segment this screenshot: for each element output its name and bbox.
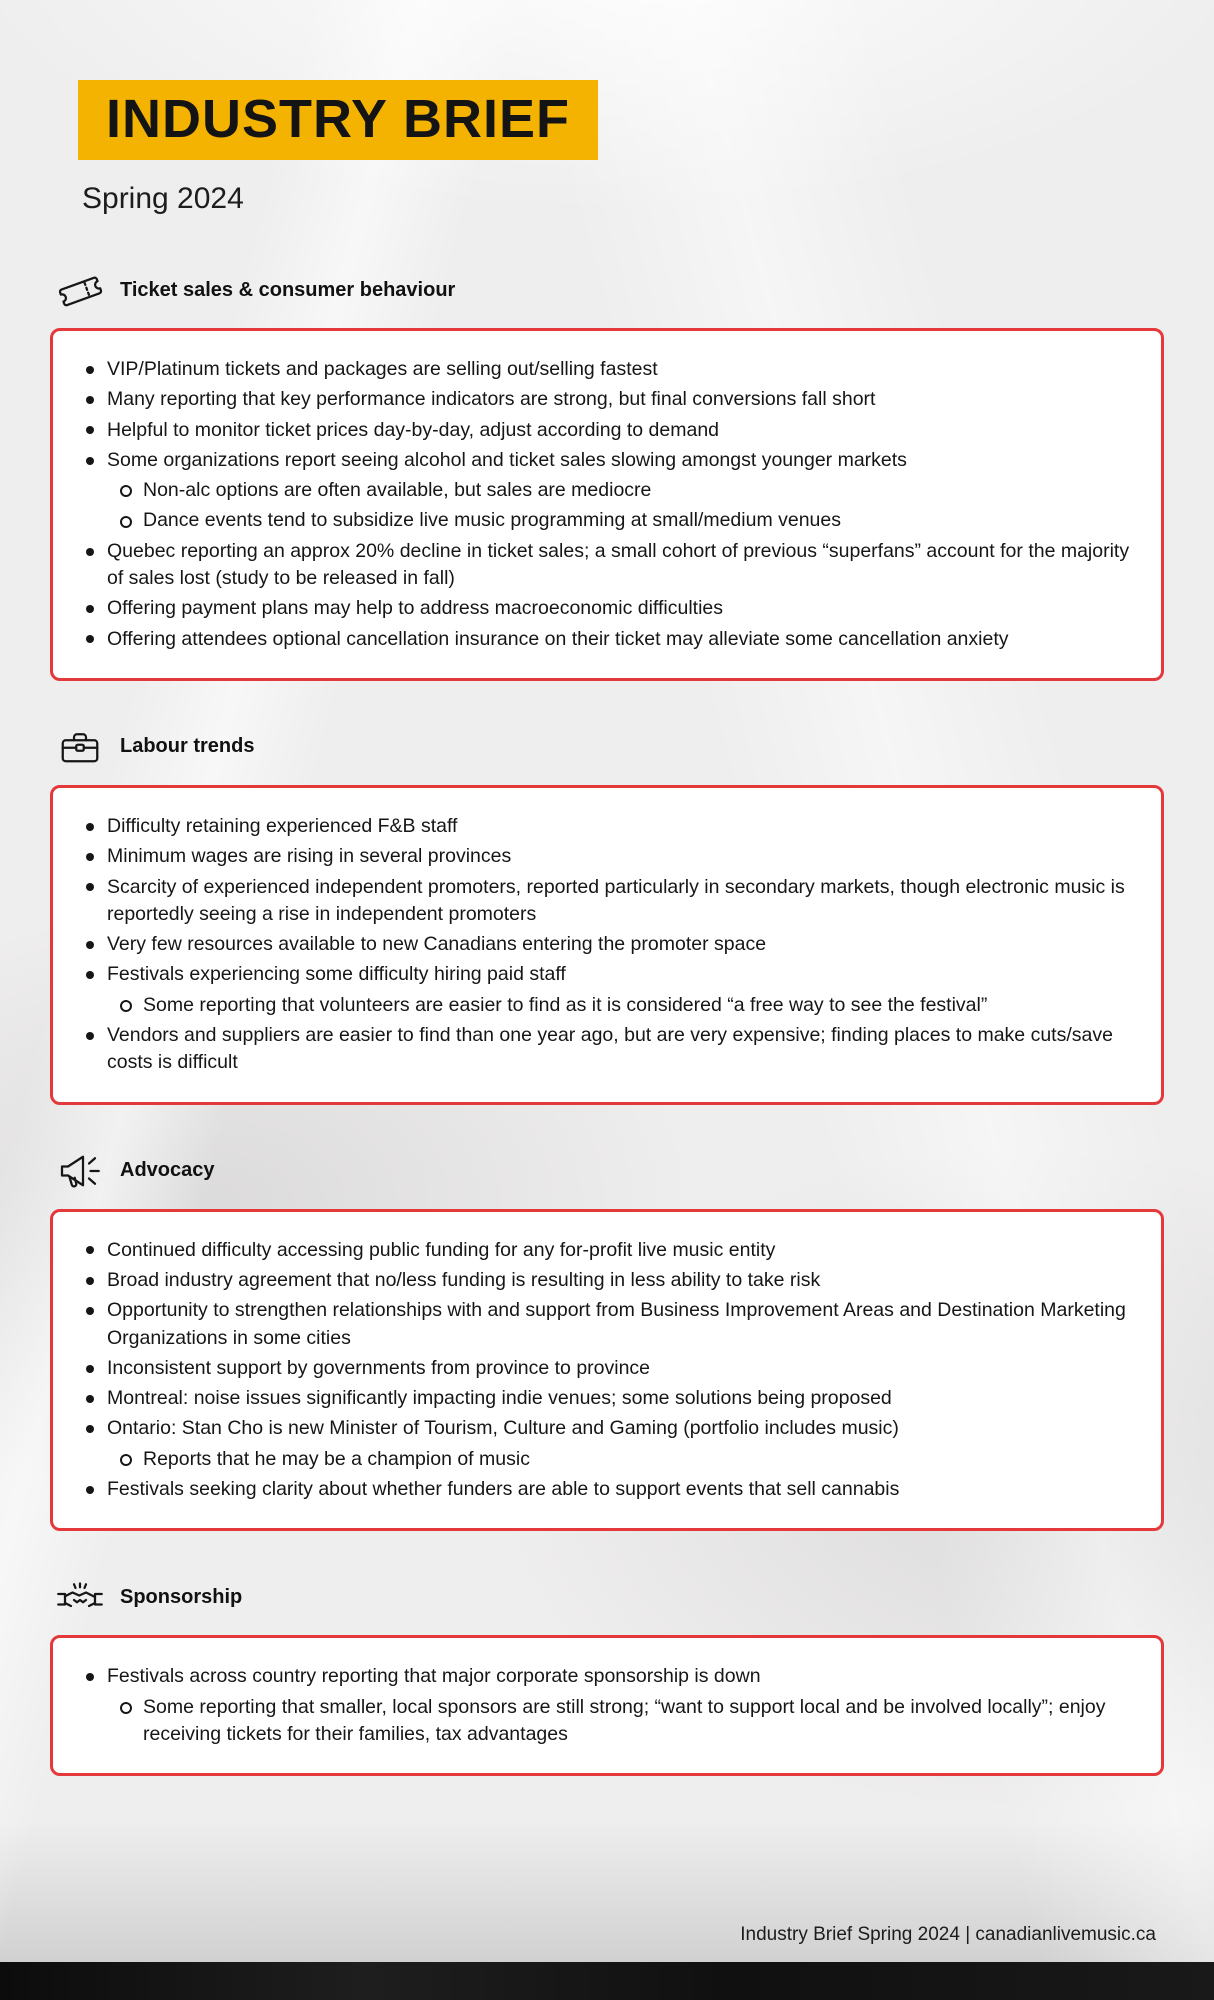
list-item: Offering attendees optional cancellation insurance on their ticket may alleviate some cancellation anxiety	[77, 626, 1137, 653]
briefcase-icon	[56, 723, 104, 771]
section-title: Advocacy	[120, 1159, 215, 1182]
list-item: Festivals seeking clarity about whether funders are able to support events that sell cannabis	[77, 1476, 1137, 1503]
list-item: Some organizations report seeing alcohol and ticket sales slowing amongst younger markets	[77, 447, 1137, 474]
bullet-list	[77, 813, 1137, 1077]
ticket-icon	[56, 266, 104, 314]
list-item: Difficulty retaining experienced F&B staff	[77, 813, 1137, 840]
section-header	[56, 1573, 1164, 1621]
section-header	[56, 723, 1164, 771]
list-item: Festivals across country reporting that major corporate sponsorship is down	[77, 1663, 1137, 1690]
list-item: VIP/Platinum tickets and packages are selling out/selling fastest	[77, 356, 1137, 383]
handshake-icon	[56, 1573, 104, 1621]
list-item: Continued difficulty accessing public funding for any for-profit live music entity	[77, 1237, 1137, 1264]
section-box	[50, 785, 1164, 1105]
list-item: Minimum wages are rising in several provinces	[77, 843, 1137, 870]
bottom-bar	[0, 1962, 1214, 2000]
list-item: Very few resources available to new Canadians entering the promoter space	[77, 931, 1137, 958]
list-item: Opportunity to strengthen relationships with and support from Business Improvement Areas and Destination Marketing Organizations in some cities	[77, 1297, 1137, 1352]
sections-container	[50, 266, 1164, 1776]
bullet-list	[77, 356, 1137, 653]
section-title: Sponsorship	[120, 1585, 243, 1608]
section-title: Labour trends	[120, 735, 255, 758]
section-header	[56, 1147, 1164, 1195]
footer-text: Industry Brief Spring 2024 | canadianlivemusic.ca	[740, 1924, 1156, 1945]
section-title: Ticket sales & consumer behaviour	[120, 278, 456, 301]
page-header	[50, 80, 1164, 216]
list-item: Non-alc options are often available, but sales are mediocre	[113, 477, 1137, 504]
section-box	[50, 1635, 1164, 1776]
list-item: Some reporting that volunteers are easier to find as it is considered “a free way to see the festival”	[113, 992, 1137, 1019]
section-sponsorship	[50, 1573, 1164, 1776]
page-title: INDUSTRY BRIEF	[78, 80, 598, 160]
section-header	[56, 266, 1164, 314]
list-item: Montreal: noise issues significantly impacting indie venues; some solutions being proposed	[77, 1385, 1137, 1412]
section-ticket-sales	[50, 266, 1164, 681]
list-item: Ontario: Stan Cho is new Minister of Tourism, Culture and Gaming (portfolio includes music)	[77, 1415, 1137, 1442]
list-item: Dance events tend to subsidize live music programming at small/medium venues	[113, 507, 1137, 534]
list-item: Broad industry agreement that no/less funding is resulting in less ability to take risk	[77, 1267, 1137, 1294]
section-labour-trends	[50, 723, 1164, 1105]
section-box	[50, 328, 1164, 681]
list-item: Reports that he may be a champion of music	[113, 1446, 1137, 1473]
list-item: Vendors and suppliers are easier to find than one year ago, but are very expensive; finding places to make cuts/save costs is difficult	[77, 1022, 1137, 1077]
list-item: Inconsistent support by governments from province to province	[77, 1355, 1137, 1382]
list-item: Helpful to monitor ticket prices day-by-day, adjust according to demand	[77, 417, 1137, 444]
section-advocacy	[50, 1147, 1164, 1532]
list-item: Many reporting that key performance indicators are strong, but final conversions fall short	[77, 386, 1137, 413]
bullet-list	[77, 1237, 1137, 1504]
list-item: Offering payment plans may help to address macroeconomic difficulties	[77, 595, 1137, 622]
list-item: Festivals experiencing some difficulty hiring paid staff	[77, 961, 1137, 988]
list-item: Scarcity of experienced independent promoters, reported particularly in secondary markets, though electronic music is reportedly seeing a rise in independent promoters	[77, 874, 1137, 929]
list-item: Some reporting that smaller, local sponsors are still strong; “want to support local and be involved locally”; enjoy receiving tickets for their families, tax advantages	[113, 1694, 1137, 1749]
megaphone-icon	[56, 1147, 104, 1195]
page-subtitle: Spring 2024	[82, 182, 244, 215]
section-box	[50, 1209, 1164, 1532]
list-item: Quebec reporting an approx 20% decline in ticket sales; a small cohort of previous “superfans” account for the majority of sales lost (study to be released in fall)	[77, 538, 1137, 593]
bullet-list	[77, 1663, 1137, 1748]
